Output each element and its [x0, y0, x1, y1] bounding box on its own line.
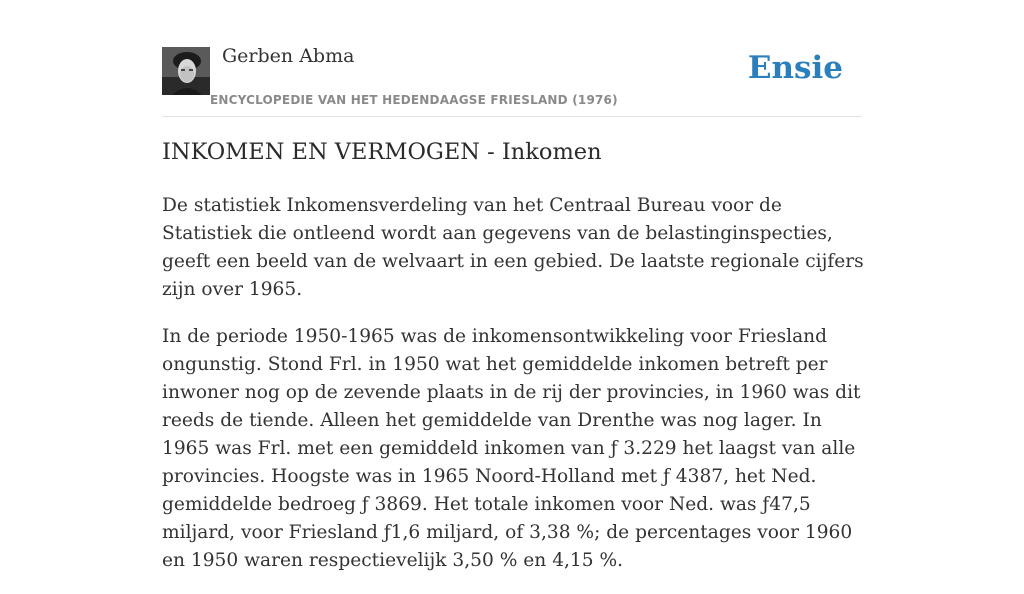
article-paragraph: In de periode 1950-1965 was de inkomensontwikkeling voor Friesland ongunstig. Stond Frl. in 1950 wat het gemiddelde inkomen betreft per inwoner nog op de zevende plaats in de rij der provincies, in 1960 was dit reeds de tiende. Alleen het gemiddelde van Drenthe was nog lager. In 1965 was Frl. met een gemiddeld inkomen van ƒ 3.229 het laagst van alle provincies. Hoogste was in 1965 Noord-Holland met ƒ 4387, het Ned. gemiddelde bedroeg ƒ 3869. Het totale inkomen voor Ned. was ƒ47,5 miljard, voor Friesland ƒ1,6 miljard, of 3,38 %; de percentages voor 1960 en 1950 waren respectievelijk 3,50 % en 4,15 %. [162, 326, 861, 571]
author-name[interactable]: Gerben Abma [222, 45, 355, 67]
portrait-image [162, 47, 210, 95]
article-paragraph: De statistiek Inkomensverdeling van het Centraal Bureau voor de Statistiek die ontleend wordt aan gegevens van de belastinginspecties, geeft een beeld van de welvaart in een gebied. De laatste regionale cijfers zijn over 1965. [162, 195, 864, 300]
source-label[interactable]: ENCYCLOPEDIE VAN HET HEDENDAAGSE FRIESLAND (1976) [210, 93, 618, 107]
brand-logo[interactable]: Ensie [747, 50, 843, 86]
article-body [162, 192, 874, 594]
article-title: INKOMEN EN VERMOGEN - Inkomen [162, 139, 602, 165]
header [162, 0, 862, 117]
author-avatar[interactable] [162, 47, 210, 95]
